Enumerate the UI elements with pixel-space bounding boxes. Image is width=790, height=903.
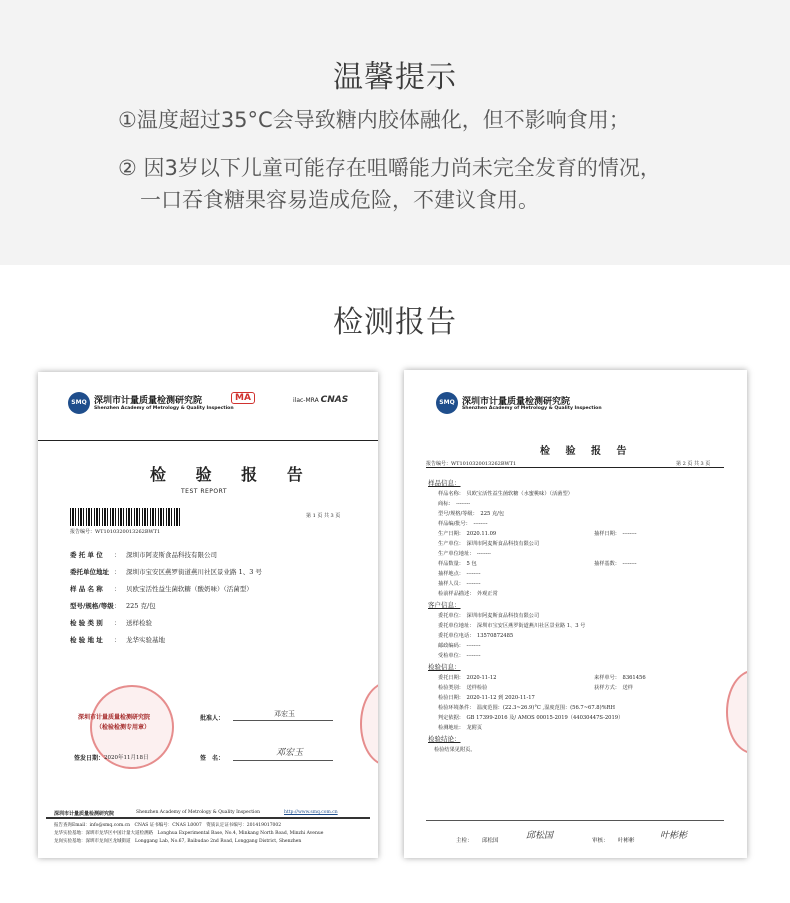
footer-line-2: 龙华实验基地：深圳市龙华区中国计量大道检测路 Longhua Experimental Base, No.4, Minkang North Road, Minzhi Avenue	[54, 831, 324, 836]
approver-name: 邓宏玉	[274, 710, 295, 718]
test-report-page-1[interactable]	[38, 372, 378, 858]
sample-field: 抽样地点： --------	[438, 571, 481, 577]
sample-field-right: 抽样基数： --------	[594, 561, 637, 567]
info-value: 深圳市阿麦斯食品科技有限公司	[126, 551, 217, 559]
sample-field: 商标： --------	[438, 501, 471, 507]
footer-line-1: 报告查询Email：info@smq.com.cn CNAS 证书编号：CNAS L0007 资质认定证书编号：201419017002	[54, 823, 282, 828]
approver-label: 批准人：	[200, 715, 225, 722]
smq-logo-icon: SMQ	[68, 392, 90, 414]
info-row: 委 托 单 位 ： 深圳市阿麦斯食品科技有限公司	[70, 551, 217, 559]
test-field: 判定依据： GB 17399-2016 及/ AMOS 00015-2019（44030447S-2019）	[438, 715, 624, 721]
org-name-en: Shenzhen Academy of Metrology & Quality Inspection	[462, 406, 602, 411]
sample-field: 检前样品描述： 外观正常	[438, 591, 498, 597]
reviewer-signature: 叶彬彬	[660, 831, 688, 841]
reviewer-name: 叶彬彬	[618, 838, 635, 844]
tips-title: 温馨提示	[333, 60, 457, 95]
test-info-heading: 检验信息：	[428, 663, 461, 671]
report-number: 报告编号：WT1010320013262BWT1	[426, 461, 517, 467]
tip-line-2: ② 因3岁以下儿童可能存在咀嚼能力尚未完全发育的情况，	[118, 156, 661, 180]
sample-field: 样品数量： 5 包	[438, 561, 477, 567]
report-section-title: 检测报告	[333, 305, 457, 340]
client-field: 委托单位： 深圳市阿麦斯食品科技有限公司	[438, 613, 540, 619]
info-row: 样 品 名 称 ： 贝欧宝活性益生菌软糖（酸奶味）（活菌型）	[70, 585, 253, 593]
info-key: 检 验 类 别	[70, 619, 103, 627]
footer-divider	[46, 817, 370, 819]
info-value: 深圳市宝安区燕罗街道燕川社区景业路 1、3 号	[126, 568, 262, 576]
client-field: 受检单位： --------	[438, 653, 481, 659]
tip-line-1: ①温度超过35°C会导致糖内胶体融化，但不影响食用；	[118, 108, 630, 132]
signature-divider	[426, 820, 724, 821]
signature-underline	[233, 760, 333, 761]
report-number: 报告编号：WT1010320013262BWT1	[70, 529, 161, 535]
sample-info-heading: 样品信息：	[428, 479, 461, 487]
conclusion-text: 检验结果见附页。	[434, 747, 476, 753]
info-row: 检 验 类 别 ： 送样检验	[70, 619, 152, 627]
report-title-en: TEST REPORT	[181, 488, 228, 495]
test-field: 委托日期： 2020-11-12	[438, 675, 497, 681]
cnas-label: CNAS	[320, 395, 349, 405]
info-value: 贝欧宝活性益生菌软糖（酸奶味）（活菌型）	[126, 585, 253, 593]
info-row: 检 验 地 址 ： 龙华实验基地	[70, 636, 165, 644]
org-name-en: Shenzhen Academy of Metrology & Quality Inspection	[94, 406, 234, 411]
page-number: 第 1 页 共 3 页	[306, 513, 341, 519]
org-name-cn: 深圳市计量质量检测研究院	[462, 397, 571, 407]
info-key: 样 品 名 称	[70, 585, 103, 593]
ilac-label: ilac-MRA	[293, 397, 319, 404]
test-field: 检验环境条件： 温度范围：(22.3~26.9)°C ,湿度范围：(56.7~67.8)%RH	[438, 705, 615, 711]
info-key: 检 验 地 址	[70, 636, 103, 644]
info-key: 型号/规格/等级	[70, 602, 114, 610]
sample-field: 样品名称： 贝欧宝活性益生菌软糖（水蜜桃味）（活菌型）	[438, 491, 573, 497]
info-value: 225 克/包	[126, 602, 156, 610]
client-field: 邮政编码： --------	[438, 643, 481, 649]
sample-field: 生产单位地址： --------	[438, 551, 491, 557]
sample-field-right: 抽样日期： --------	[594, 531, 637, 537]
info-row: 型号/规格/等级： 225 克/包	[70, 602, 156, 610]
footer-url[interactable]: http://www.smq.com.cn	[284, 810, 338, 815]
report-title: 检 验 报 告	[150, 465, 315, 484]
cnas-mark-icon	[293, 395, 348, 405]
header-divider	[426, 467, 724, 468]
footer-org: 深圳市计量质量检测研究院	[54, 811, 115, 817]
test-field: 检验类别： 送样检验	[438, 685, 488, 691]
info-key: 委 托 单 位	[70, 551, 103, 559]
info-value: 龙华实验基地	[126, 636, 165, 644]
smq-logo-icon: SMQ	[436, 392, 458, 414]
sample-field: 生产单位： 深圳市阿麦斯食品科技有限公司	[438, 541, 540, 547]
handwritten-signature: 邓宏玉	[276, 748, 304, 758]
issue-date-label: 签发日期：	[74, 755, 105, 762]
org-name-cn: 深圳市计量质量检测研究院	[94, 396, 203, 406]
chief-inspector-label: 主检：	[456, 838, 473, 844]
test-field: 检测地址： 龙附页	[438, 725, 483, 731]
tip-line-2-continued: 一口吞食糖果容易造成危险，不建议食用。	[140, 188, 539, 212]
test-field-right: 来样单号： 8361456	[594, 675, 646, 681]
client-field: 委托单位地址： 深圳市宝安区燕罗街道燕川社区景业路 1、3 号	[438, 623, 586, 629]
approver-underline	[233, 720, 333, 721]
client-field: 委托单位电话： 13570872485	[438, 633, 514, 639]
seam-stamp	[726, 670, 747, 754]
test-report-page-2[interactable]	[404, 370, 747, 858]
conclusion-heading: 检验结论：	[428, 735, 461, 743]
chief-inspector-signature: 邱松国	[526, 831, 554, 841]
page-number: 第 2 页 共 3 页	[676, 461, 711, 467]
cma-mark-icon: MA	[231, 392, 255, 404]
signature-label: 签 名：	[200, 755, 225, 762]
test-field: 检验日期： 2020-11-12 到 2020-11-17	[438, 695, 535, 701]
info-row: 委托单位地址 ： 深圳市宝安区燕罗街道燕川社区景业路 1、3 号	[70, 568, 262, 576]
test-field-right: 获样方式： 送样	[594, 685, 633, 691]
barcode	[70, 508, 182, 526]
stamp-purpose-label: （检验检测专用章）	[96, 724, 151, 731]
stamp-org-label: 深圳市计量质量检测研究院	[78, 714, 151, 721]
reviewer-label: 审核：	[592, 838, 609, 844]
chief-inspector-name: 邱松国	[482, 838, 499, 844]
footer-line-3: 龙岗实验基地：深圳市龙岗区龙城街道 Longgang Lab, No.67, Baibudao 2nd Road, Longgang District, Shenzhen	[54, 839, 302, 844]
sample-field: 抽样人员： --------	[438, 581, 481, 587]
info-key: 委托单位地址	[70, 568, 109, 576]
footer-org-en: Shenzhen Academy of Metrology & Quality Inspection	[136, 810, 261, 815]
report-title: 检 验 报 告	[540, 446, 633, 457]
sample-field: 型号/规格/等级： 225 克/包	[438, 511, 505, 517]
header-divider	[38, 440, 378, 441]
seam-stamp	[360, 682, 378, 766]
issue-date: 2020年11月18日	[104, 755, 149, 761]
sample-field: 样品编/批号： --------	[438, 521, 488, 527]
sample-field: 生产日期： 2020.11.09	[438, 531, 497, 537]
info-value: 送样检验	[126, 619, 152, 627]
client-info-heading: 客户信息：	[428, 601, 461, 609]
